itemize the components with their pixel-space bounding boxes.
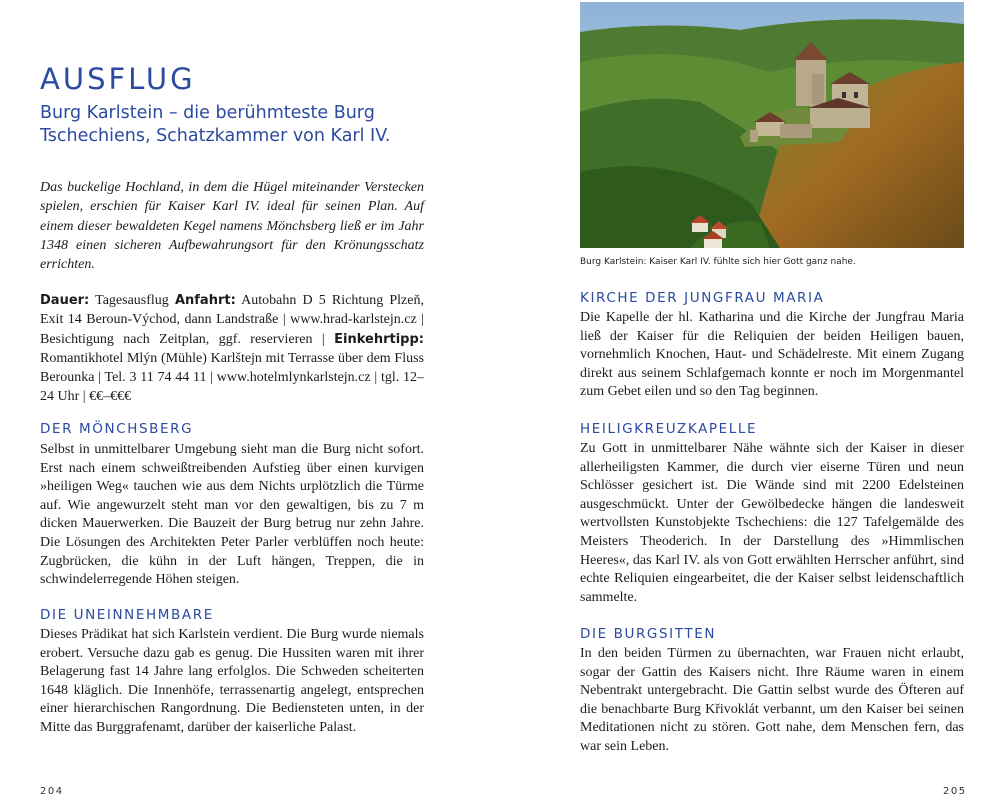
section-text-uneinnehmbare: Dieses Prädikat hat sich Karlstein verdient. Die Burg wurde niemals erobert. Versuche dazu gab es genug. Die Hussiten waren mit ihrer Belagerung fast 14 Jahre lang erfolglos. Die Schweden scheiterten 1648 kläglich. Die Innenhöfe, terrassenartig angelegt, entsprechen einer hierarchischen Rangordnung. Die Bediensteten unten, in der Mitte das Burggrafenamt, darüber der kaiserliche Palast. xyxy=(40,627,424,735)
section-heading-uneinnehmbare: DIE UNEINNEHMBARE xyxy=(40,607,214,623)
info-box xyxy=(40,291,424,407)
section-heading-heiligkreuzkapelle: HEILIGKREUZKAPELLE xyxy=(580,421,758,437)
section-text-moenchsberg: Selbst in unmittelbarer Umgebung sieht man die Burg nicht sofort. Erst nach einem schweißtreibenden Aufstieg über einen kurvigen »heiligen Weg« tauchen wie aus dem Nichts urplötzlich die Türme auf. Wie angewurzelt steht man vor den gewaltigen, bis zu 7 m dicken Mauerwerken. Die Bauzeit der Burg betrug nur zehn Jahre. Die Lösungen des Architekten Peter Parler verblüffen noch heute: Zugbrücken, die kühn in der Luft hängen, Treppen, die in schwindelerregende Höhen steigen. xyxy=(40,442,424,588)
page-number-left: 204 xyxy=(40,786,64,797)
section-text-heiligkreuzkapelle: Zu Gott in unmittelbarer Nähe wähnte sich der Kaiser in dieser allerheiligsten Kammer, die durch vier eiserne Türen und neun Schlösser gesichert ist. Die Wände sind mit 2200 Edelsteinen ausgeschmückt. Unter der Gewölbedecke hängen die landesweit wertvollsten Kunstobjekte Tschechiens: die 127 Tafelgemälde des Meisters Theoderich. In der Darstellung des »Himmlischen Heeres«, das Karl IV. als von Gott erwählten Herrscher anführt, sind echte Reliquien eingearbeitet, die der Kaiser selbst leidenschaftlich sammelte. xyxy=(580,441,964,605)
section-heading-burgsitten: DIE BURGSITTEN xyxy=(580,626,717,642)
einkehrtipp-label: Einkehrtipp: xyxy=(334,331,424,347)
chapter-subtitle: Burg Karlstein – die berühmteste Burg Tschechiens, Schatzkammer von Karl IV. xyxy=(40,103,391,146)
section-text-kirche: Die Kapelle der hl. Katharina und die Kirche der Jungfrau Maria ließ der Kaiser für die Reliquien der beiden Heiligen bauen, vornehmlich Knochen, Haut- und Schädelreste. Mit einem Zugang direkt aus seinem Schlafgemach konnte er noch im Morgenmantel zum Gebet eilen und so den Tag beginnen. xyxy=(580,310,964,400)
page-number-right: 205 xyxy=(943,786,967,797)
right-page xyxy=(500,0,1000,800)
castle-photo xyxy=(580,2,964,248)
section-heading-kirche: KIRCHE DER JUNGFRAU MARIA xyxy=(580,290,825,306)
section-heading-moenchsberg: DER MÖNCHSBERG xyxy=(40,421,194,437)
chapter-title: AUSFLUG xyxy=(40,62,196,96)
einkehrtipp-text: Romantikhotel Mlýn (Mühle) Karlštejn mit Terrasse über dem Fluss Berounka | Tel. 3 11 74 44 11 | www.hotelmlynkarlstejn.cz | tgl. 12–24 Uhr | €€–€€€ xyxy=(40,350,424,405)
intro-paragraph: Das buckelige Hochland, in dem die Hügel miteinander Verstecken spielen, erschien für Kaiser Karl IV. ideal für seinen Plan. Auf einem dieser bewaldeten Kegel namens Mönchsberg ließ er im Jahr 1348 einen sicheren Aufbewahrungsort für den Krönungsschatz errichten. xyxy=(40,180,424,273)
anfahrt-label: Anfahrt: xyxy=(174,293,236,308)
anfahrt-text: Autobahn D 5 Richtung Plzeň, Exit 14 Beroun-Východ, dann Landstraße | www.hrad-karlstejn.cz | Besichtigung nach Zeitplan, ggf. reservieren | xyxy=(40,293,424,347)
photo-caption: Burg Karlstein: Kaiser Karl IV. fühlte sich hier Gott ganz nahe. xyxy=(580,257,856,267)
section-text-burgsitten: In den beiden Türmen zu übernachten, war Frauen nicht erlaubt, sogar der Gattin des Kaisers nicht. Ihre Räume waren in einem Nebentrakt untergebracht. Die Gattin selbst wurde des Öfteren auf die benachbarte Burg Křivoklát verbannt, um den Kaiser bei seinen Meditationen nicht zu stören. Gott nahe, dem Menschen fern, das war sein Leben. xyxy=(580,646,964,754)
dauer-text: Tagesausflug xyxy=(89,293,175,308)
dauer-label: Dauer: xyxy=(40,293,90,308)
